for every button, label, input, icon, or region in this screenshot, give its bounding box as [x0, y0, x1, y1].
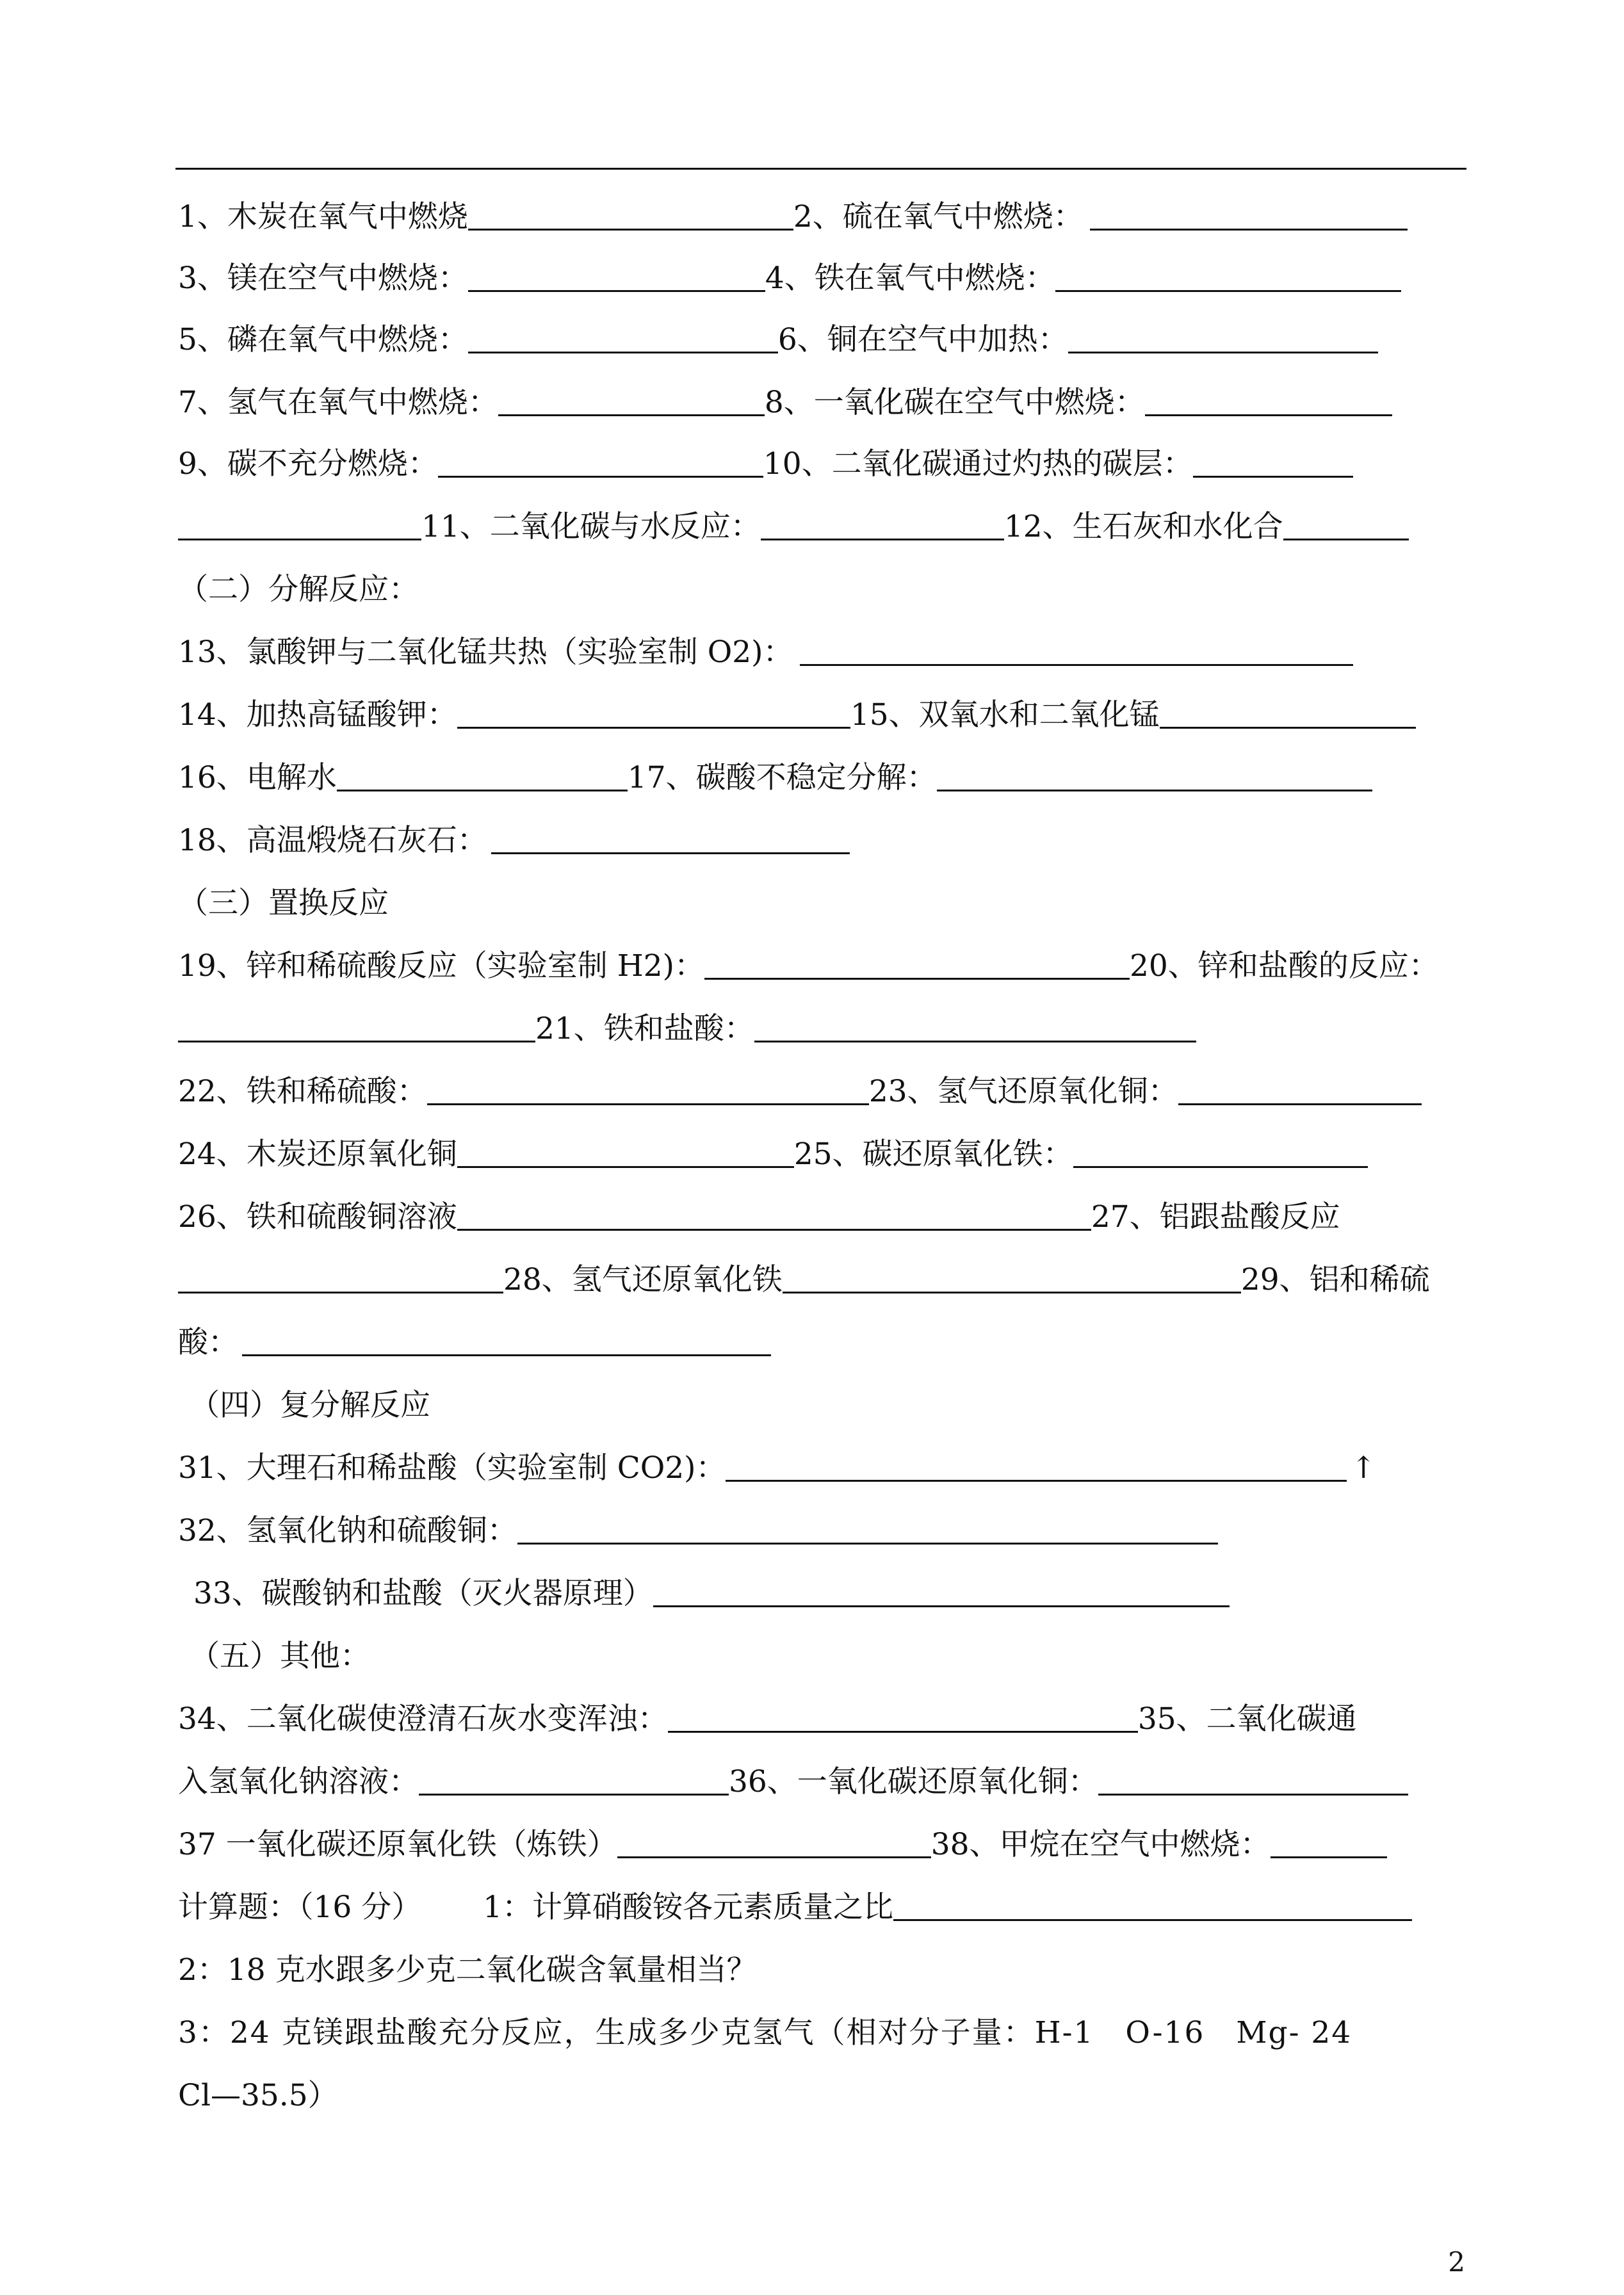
header-rule	[175, 168, 1466, 170]
answer-blank[interactable]	[457, 708, 850, 729]
question-text: 24、木炭还原氧化铜	[178, 1137, 457, 1172]
page-number: 2	[1448, 2246, 1465, 2278]
question-text: 6、铜在空气中加热：	[777, 322, 1068, 357]
answer-blank[interactable]	[783, 1272, 1241, 1293]
answer-blank[interactable]	[491, 833, 850, 854]
exercise-line	[178, 935, 1470, 998]
answer-blank[interactable]	[1283, 519, 1409, 540]
question-text: 9、碳不充分燃烧：	[178, 446, 438, 482]
exercise-line	[178, 1500, 1470, 1562]
question-text: 1、木炭在氧气中燃烧	[178, 199, 468, 234]
question-text: 32、氢氧化钠和硫酸铜：	[178, 1513, 517, 1548]
section-heading-line	[178, 558, 1470, 621]
gas-arrow-icon: ↑	[1351, 1450, 1376, 1486]
answer-blank[interactable]	[1145, 395, 1392, 416]
calc-line	[178, 2064, 1470, 2127]
answer-blank[interactable]	[617, 1837, 931, 1858]
question-text: 20、锌和盐酸的反应：	[1129, 948, 1439, 984]
question-text: 37 一氧化碳还原氧化铁（炼铁）	[178, 1827, 617, 1862]
answer-blank[interactable]	[937, 770, 1372, 791]
answer-blank[interactable]	[427, 1084, 869, 1105]
calc-line	[178, 2002, 1470, 2064]
exercise-line	[178, 1437, 1470, 1500]
question-text: 38、甲烷在空气中燃烧：	[930, 1827, 1271, 1862]
question-text: 22、铁和稀硫酸：	[178, 1074, 427, 1109]
section-heading: （四）复分解反应	[190, 1388, 430, 1423]
calc-line	[178, 1939, 1470, 2002]
question-text: 18、高温煅烧石灰石：	[178, 823, 487, 858]
exercise-line	[178, 621, 1470, 684]
question-text: 8、一氧化碳在空气中燃烧：	[764, 385, 1145, 420]
question-text: 34、二氧化碳使澄清石灰水变浑浊：	[178, 1701, 668, 1737]
answer-blank[interactable]	[337, 770, 628, 791]
section-heading-line	[190, 1625, 1482, 1688]
calc-line	[178, 1876, 1470, 1939]
question-text: 17、碳酸不稳定分解：	[627, 760, 937, 795]
exercise-line	[178, 1311, 1470, 1374]
section-heading: （五）其他：	[190, 1639, 370, 1674]
answer-blank[interactable]	[178, 1272, 503, 1293]
exercise-line	[178, 1123, 1470, 1186]
question-text: 29、铝和稀硫	[1240, 1262, 1430, 1297]
answer-blank[interactable]	[419, 1774, 729, 1796]
answer-blank[interactable]	[704, 959, 1130, 980]
exercise-line	[178, 371, 1470, 434]
question-text: 27、铝跟盐酸反应	[1091, 1199, 1340, 1235]
question-text: 21、铁和盐酸：	[535, 1011, 754, 1046]
answer-blank[interactable]	[457, 1147, 794, 1168]
question-text: 11、二氧化碳与水反应：	[421, 509, 761, 544]
question-text: 入氢氧化钠溶液：	[178, 1764, 419, 1799]
question-text: 36、一氧化碳还原氧化铜：	[729, 1764, 1098, 1799]
answer-blank[interactable]	[754, 1021, 1196, 1042]
exercise-line	[178, 433, 1470, 496]
question-text: 14、加热高锰酸钾：	[178, 697, 457, 733]
question-text: 25、碳还原氧化铁：	[793, 1137, 1073, 1172]
question-text: 28、氢气还原氧化铁	[503, 1262, 783, 1297]
exercise-line	[178, 309, 1470, 371]
answer-blank[interactable]	[438, 457, 763, 478]
answer-blank[interactable]	[178, 1021, 535, 1042]
answer-blank[interactable]	[242, 1335, 771, 1356]
answer-blank[interactable]	[1090, 209, 1408, 231]
section-heading-line	[178, 872, 1470, 935]
answer-blank[interactable]	[800, 645, 1353, 666]
answer-blank[interactable]	[468, 332, 778, 353]
question-text: 1：计算硝酸铵各元素质量之比	[483, 1890, 894, 1925]
question-text: 3：24 克镁跟盐酸充分反应，生成多少克氢气（相对分子量：H-1 O-16 Mg- 24	[178, 2015, 1352, 2050]
calc-heading: 计算题：（16 分）	[178, 1890, 422, 1925]
question-text: 35、二氧化碳通	[1137, 1701, 1357, 1737]
exercise-line	[178, 747, 1470, 809]
exercise-line	[178, 1688, 1470, 1751]
exercise-line	[178, 1751, 1470, 1813]
question-text: 23、氢气还原氧化铜：	[868, 1074, 1178, 1109]
answer-blank[interactable]	[1193, 457, 1353, 478]
answer-blank[interactable]	[1068, 332, 1378, 353]
exercise-line	[178, 1813, 1470, 1876]
answer-blank[interactable]	[1098, 1774, 1408, 1796]
question-text: 酸：	[178, 1325, 238, 1360]
answer-blank[interactable]	[761, 519, 1004, 540]
exercise-line	[178, 684, 1470, 747]
question-text: 13、氯酸钾与二氧化锰共热（实验室制 O2)：	[178, 635, 793, 670]
answer-blank[interactable]	[653, 1586, 1230, 1607]
exercise-line	[178, 1249, 1470, 1311]
question-text: 15、双氧水和二氧化锰	[850, 697, 1160, 733]
exercise-line	[178, 809, 1470, 872]
exercise-line	[178, 186, 1470, 248]
answer-blank[interactable]	[1055, 271, 1401, 292]
answer-blank[interactable]	[457, 1210, 1091, 1231]
question-text: 16、电解水	[178, 760, 337, 795]
exercise-line	[178, 247, 1470, 310]
question-text: 2：18 克水跟多少克二氧化碳含氧量相当？	[178, 1952, 757, 1988]
answer-blank[interactable]	[726, 1461, 1347, 1482]
question-text: 5、磷在氧气中燃烧：	[178, 322, 468, 357]
answer-blank[interactable]	[468, 271, 765, 292]
answer-blank[interactable]	[893, 1900, 1412, 1921]
question-text: 3、镁在空气中燃烧：	[178, 261, 468, 296]
answer-blank[interactable]	[498, 395, 765, 416]
answer-blank[interactable]	[178, 519, 421, 540]
exercise-line	[178, 1186, 1470, 1249]
question-text: 26、铁和硫酸铜溶液	[178, 1199, 457, 1235]
answer-blank[interactable]	[1073, 1147, 1368, 1168]
answer-blank[interactable]	[1160, 708, 1416, 729]
question-text: 2、硫在氧气中燃烧：	[793, 199, 1084, 234]
exercise-line	[178, 496, 1470, 558]
section-heading: （三）置换反应	[178, 886, 389, 921]
exercise-line	[178, 998, 1470, 1060]
answer-blank[interactable]	[1271, 1837, 1387, 1858]
question-text: 31、大理石和稀盐酸（实验室制 CO2)：	[178, 1450, 726, 1486]
question-text: 19、锌和稀硫酸反应（实验室制 H2)：	[178, 948, 704, 984]
exercise-line	[193, 1562, 1486, 1625]
exercise-line	[178, 1060, 1470, 1123]
question-text: 33、碳酸钠和盐酸（灭火器原理）	[193, 1576, 653, 1611]
question-text: 7、氢气在氧气中燃烧：	[178, 385, 498, 420]
answer-blank[interactable]	[1178, 1084, 1422, 1105]
question-text: Cl—35.5）	[178, 2078, 338, 2113]
section-heading-line	[190, 1374, 1482, 1437]
answer-blank[interactable]	[468, 209, 793, 231]
answer-blank[interactable]	[517, 1523, 1218, 1545]
section-heading: （二）分解反应：	[178, 572, 419, 607]
question-text: 4、铁在氧气中燃烧：	[765, 261, 1055, 296]
question-text: 10、二氧化碳通过灼热的碳层：	[763, 446, 1193, 482]
question-text: 12、生石灰和水化合	[1003, 509, 1283, 544]
answer-blank[interactable]	[668, 1712, 1138, 1733]
